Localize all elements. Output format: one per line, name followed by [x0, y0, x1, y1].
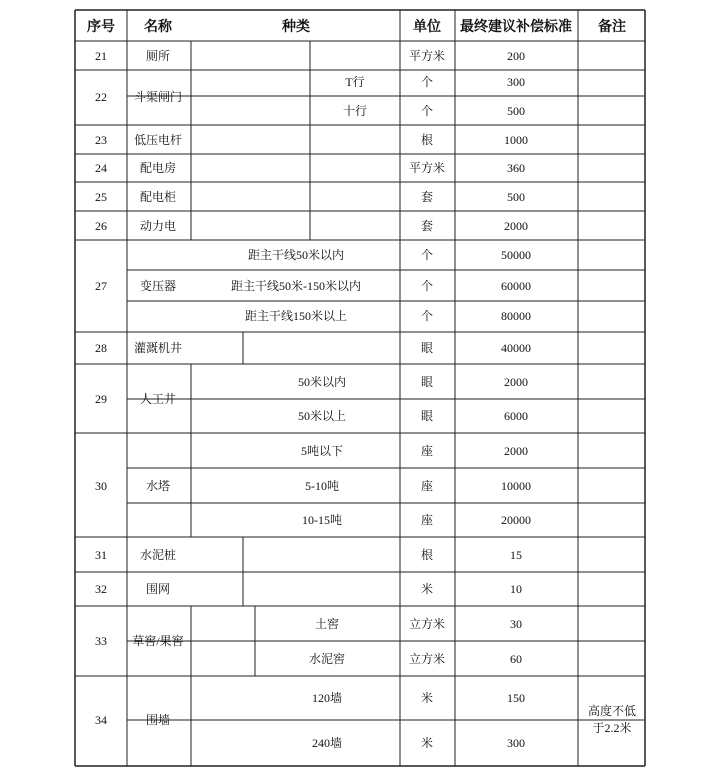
header-index: 序号: [87, 18, 115, 34]
row-number: 29: [95, 392, 107, 406]
standard-value: 50000: [501, 248, 531, 262]
unit-cell: 眼: [420, 375, 434, 389]
row-number: 31: [95, 548, 107, 562]
unit-cell: 套: [420, 190, 434, 204]
category-cell: 距主干线50米以内: [247, 248, 345, 262]
unit-cell: 平方米: [408, 161, 446, 175]
unit-cell: 个: [420, 309, 434, 323]
remark-cell: 高度不低于2.2米: [587, 704, 636, 735]
category-cell: 10-15吨: [302, 513, 342, 527]
standard-value: 10000: [501, 479, 531, 493]
standard-value: 80000: [501, 309, 531, 323]
unit-cell: 立方米: [408, 652, 446, 666]
standard-value: 60000: [501, 279, 531, 293]
standard-value: 6000: [504, 409, 528, 423]
unit-cell: 个: [420, 279, 434, 293]
unit-cell: 米: [420, 691, 434, 705]
unit-cell: 米: [420, 582, 434, 596]
standard-value: 40000: [501, 341, 531, 355]
item-name: 水塔: [145, 479, 171, 493]
unit-cell: 个: [420, 248, 434, 262]
row-number: 32: [95, 582, 107, 596]
row-number: 26: [95, 219, 107, 233]
category-cell: 土窖: [314, 617, 340, 631]
item-name: 变压器: [139, 279, 177, 293]
unit-cell: 根: [420, 133, 434, 147]
standard-value: 2000: [504, 444, 528, 458]
standard-value: 300: [507, 75, 525, 89]
item-name: 低压电杆: [133, 133, 183, 147]
row-number: 33: [95, 634, 107, 648]
standard-value: 10: [510, 582, 522, 596]
row-number: 24: [95, 161, 107, 175]
row-number: 34: [95, 713, 107, 727]
unit-cell: 个: [420, 104, 434, 118]
category-cell: 5-10吨: [305, 479, 339, 493]
header-category: 种类: [282, 18, 310, 34]
header-unit: 单位: [413, 18, 441, 34]
row-number: 22: [95, 90, 107, 104]
item-name: 水泥桩: [139, 548, 177, 562]
item-name: 灌溉机井: [133, 341, 183, 355]
unit-cell: 眼: [420, 341, 434, 355]
standard-value: 500: [507, 190, 525, 204]
category-cell: 距主干线150米以上: [244, 309, 348, 323]
row-number: 28: [95, 341, 107, 355]
standard-value: 300: [507, 736, 525, 750]
header-name: 名称: [144, 18, 172, 34]
standard-value: 2000: [504, 375, 528, 389]
unit-cell: 座: [420, 444, 434, 458]
item-name: 动力电: [139, 219, 177, 233]
header-remarks: 备注: [598, 18, 626, 34]
unit-cell: 眼: [420, 409, 434, 423]
unit-cell: 平方米: [408, 49, 446, 63]
category-cell: 十行: [342, 104, 368, 118]
row-number: 30: [95, 479, 107, 493]
standard-value: 150: [507, 691, 525, 705]
unit-cell: 根: [420, 548, 434, 562]
standard-value: 30: [510, 617, 522, 631]
item-name: 斗渠闸门: [133, 90, 183, 104]
unit-cell: 座: [420, 479, 434, 493]
row-number: 25: [95, 190, 107, 204]
standard-value: 360: [507, 161, 525, 175]
category-cell: T行: [345, 75, 365, 89]
category-cell: 120墙: [311, 691, 343, 705]
category-cell: 5吨以下: [300, 444, 344, 458]
standard-value: 60: [510, 652, 522, 666]
header-standard: 最终建议补偿标准: [460, 18, 572, 34]
unit-cell: 米: [420, 736, 434, 750]
category-cell: 距主干线50米-150米以内: [231, 279, 361, 293]
standard-value: 500: [507, 104, 525, 118]
item-name: 人工井: [139, 392, 177, 406]
category-cell: 240墙: [311, 736, 343, 750]
standard-value: 200: [507, 49, 525, 63]
item-name: 配电房: [139, 161, 177, 175]
row-number: 21: [95, 49, 107, 63]
category-cell: 50米以上: [297, 409, 347, 423]
unit-cell: 套: [420, 219, 434, 233]
row-number: 23: [95, 133, 107, 147]
standard-value: 2000: [504, 219, 528, 233]
category-cell: 水泥窖: [308, 652, 346, 666]
row-number: 27: [95, 279, 107, 293]
unit-cell: 座: [420, 513, 434, 527]
unit-cell: 立方米: [408, 617, 446, 631]
item-name: 配电柜: [139, 190, 177, 204]
category-cell: 50米以内: [297, 375, 347, 389]
item-name: 围网: [145, 582, 171, 596]
standard-value: 20000: [501, 513, 531, 527]
item-name: 草窖/果窖: [132, 634, 184, 648]
item-name: 围墙: [145, 713, 171, 727]
item-name: 厕所: [145, 49, 171, 63]
standard-value: 1000: [504, 133, 528, 147]
unit-cell: 个: [420, 75, 434, 89]
standard-value: 15: [510, 548, 522, 562]
